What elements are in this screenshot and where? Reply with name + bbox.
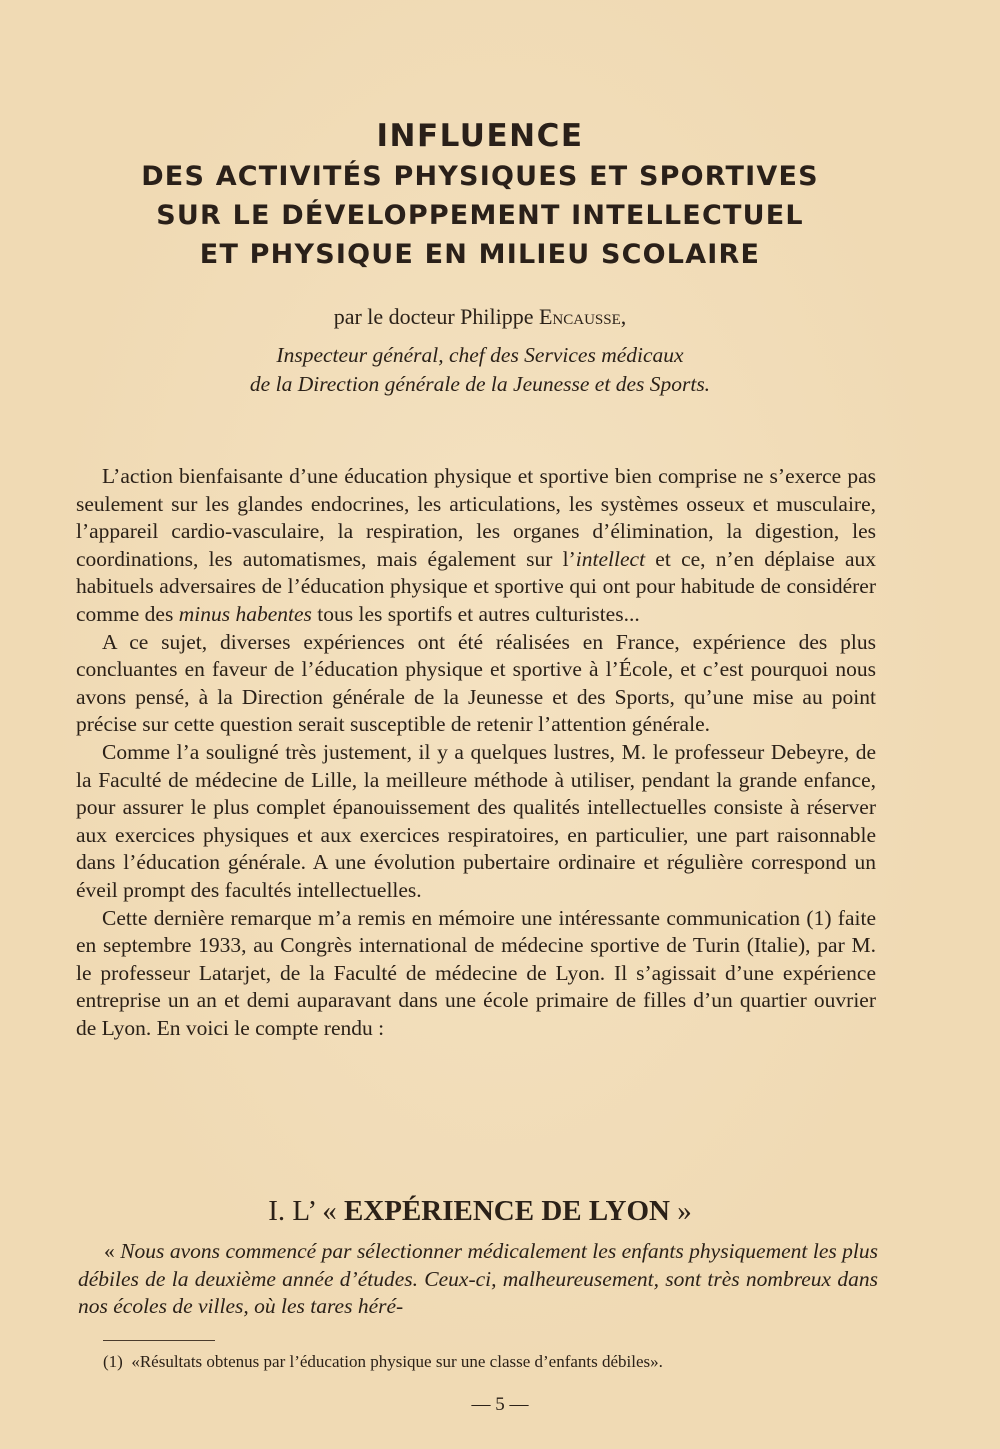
footnote-marker: (1): [103, 1352, 123, 1371]
footnote-text: «Résultats obtenus par l’éducation physique sur une classe d’enfants débiles».: [131, 1352, 663, 1371]
section-title: EXPÉRIENCE DE LYON: [343, 1195, 671, 1227]
quoted-text: [78, 1238, 878, 1321]
quote-paragraph: [78, 1238, 878, 1321]
paragraph-2: A ce sujet, diverses expériences ont été réalisées en France, expérience des plus concluantes en faveur de l’éducation physique et sportive à l’École, et c’est pourquoi nous avons pensé, à la Direction générale de la Jeunesse et des Sports, qu’une mise au point précise sur cette question serait susceptible de retenir l’attention générale.: [76, 629, 876, 737]
page-number: — 5 —: [471, 1394, 529, 1415]
article-title: [100, 115, 860, 274]
title-sub-line-3: ET PHYSIQUE EN MILIEU SCOLAIRE: [199, 239, 761, 270]
title-sub-line-2: SUR LE DÉVELOPPEMENT INTELLECTUEL: [156, 200, 804, 231]
paragraph-4: Cette dernière remarque m’a remis en mémoire une intéressante communication (1) faite en septembre 1933, au Congrès international de médecine sportive de Turin (Italie), par M. le professeur Latarjet, de la Faculté de médecine de Lyon. Il s’agissait d’une expérience entreprise un an et demi auparavant dans une école primaire de filles d’un quartier ouvrier de Lyon. En voici le compte rendu :: [76, 905, 876, 1040]
section-close: »: [670, 1195, 692, 1227]
author-prefix: par le docteur Philippe: [333, 304, 539, 329]
paragraph-1-text-c: et ce, n’en déplaise aux habituels adversaires de l’éducation physique et sportive qui ont pour habitude de considérer comme des: [76, 546, 876, 626]
title-sub-line-1: DES ACTIVITÉS PHYSIQUES ET SPORTIVES: [141, 161, 819, 192]
paragraph-1-text-e: tous les sportifs et autres culturistes...: [311, 601, 640, 626]
quote-open-mark: «: [104, 1239, 121, 1263]
affiliation-line-2: de la Direction générale de la Jeunesse et des Sports.: [249, 372, 711, 396]
footnote: [103, 1350, 863, 1374]
author-affiliation: [100, 341, 860, 399]
paragraph-1-text-a: L’action bienfaisante d’une éducation physique et sportive bien comprise ne s’exerce pas seulement sur les glandes endocrines, les articulations, les systèmes osseux et musculaire, l’appareil cardio-vasculaire, la respiration, les organes d’élimination, la digestion, les coordinations, les automatismes, mais également sur l’: [76, 464, 876, 571]
paragraph-3: Comme l’a souligné très justement, il y a quelques lustres, M. le professeur Debeyre, de la Faculté de médecine de Lille, la meilleure méthode à utiliser, pendant la grande enfance, pour assurer le plus complet épanouissement des qualités intellectuelles consiste à réserver aux exercices physiques et aux exercices respiratoires, en particulier, une part raisonnable dans l’éducation générale. A une évolution pubertaire ordinaire et régulière correspond un éveil prompt des facultés intellectuelles.: [76, 739, 876, 902]
author-suffix: ,: [620, 304, 627, 329]
quote-text: Nous avons commencé par sélectionner médicalement les enfants physiquement les plus débiles de la deuxième année d’études. Ceux-ci, malheureusement, sont très nombreux dans nos écoles de villes, où les tares héré-: [78, 1239, 879, 1319]
footnote-rule: [103, 1340, 215, 1341]
section-heading: [100, 1192, 860, 1230]
section-number: I. L’ «: [268, 1195, 344, 1227]
author-surname: Encausse: [538, 304, 621, 329]
title-main: INFLUENCE: [376, 118, 584, 154]
author-line: [100, 302, 860, 332]
affiliation-line-1: Inspecteur général, chef des Services médicaux: [276, 343, 684, 367]
body-text: [76, 463, 876, 1042]
paragraph-1: [76, 463, 876, 629]
paragraph-1-emphasis-minus-habentes: minus habentes: [178, 601, 312, 626]
paragraph-1-emphasis-intellect: intellect: [575, 546, 646, 571]
